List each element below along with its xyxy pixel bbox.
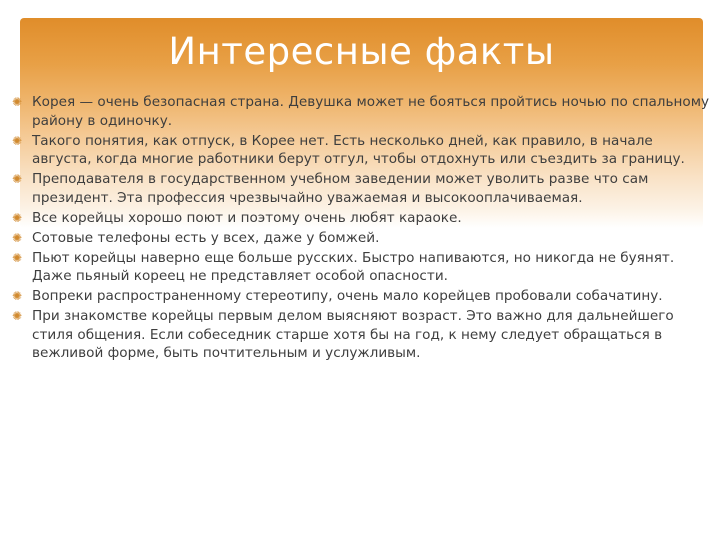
fact-text: Пьют корейцы наверно еще больше русских. Быстро напиваются, но никогда не буянят. Даже пьяный кореец не представляет особой опасности. (32, 249, 675, 284)
list-item (10, 229, 712, 248)
fact-text: Сотовые телефоны есть у всех, даже у бомжей. (32, 229, 380, 246)
asterisk-bullet-icon: ✺ (11, 210, 23, 225)
list-item (10, 287, 712, 306)
asterisk-bullet-icon: ✺ (11, 172, 23, 186)
fact-text: Преподавателя в государственном учебном заведении может уволить разве что сам президент. Эта профессия чрезвычайно уважаемая и высокооплачиваемая. (32, 171, 649, 206)
facts-list (10, 93, 712, 364)
list-item (10, 249, 712, 286)
list-item (10, 132, 712, 169)
fact-text: Вопреки распространенному стереотипу, очень мало корейцев пробовали собачатину. (32, 288, 663, 304)
list-item (10, 93, 712, 130)
fact-text: Корея — очень безопасная страна. Девушка может не бояться пройтись ночью по спальному району в одиночку. (32, 94, 709, 129)
asterisk-bullet-icon: ✺ (11, 230, 23, 245)
asterisk-bullet-icon: ✺ (11, 289, 23, 303)
list-item (10, 307, 712, 363)
fact-text: Все корейцы хорошо поют и поэтому очень любят караоке. (32, 209, 462, 226)
list-item (10, 170, 712, 207)
fact-text: Такого понятия, как отпуск, в Корее нет. Есть несколько дней, как правило, в начале августа, когда многие работники берут отгул, чтобы отдохнуть или съездить за границу. (32, 132, 685, 167)
fact-text: При знакомстве корейцы первым делом выясняют возраст. Это важно для дальнейшего стиля общения. Если собеседник старше хотя бы на год, к нему следует обращаться в вежливой форме, быть почтительным и услужливым. (32, 308, 674, 361)
list-item (10, 209, 712, 228)
asterisk-bullet-icon: ✺ (11, 250, 23, 265)
asterisk-bullet-icon: ✺ (11, 309, 23, 323)
slide-title: Интересные факты (168, 30, 555, 73)
asterisk-bullet-icon: ✺ (11, 95, 23, 109)
asterisk-bullet-icon: ✺ (11, 133, 23, 148)
